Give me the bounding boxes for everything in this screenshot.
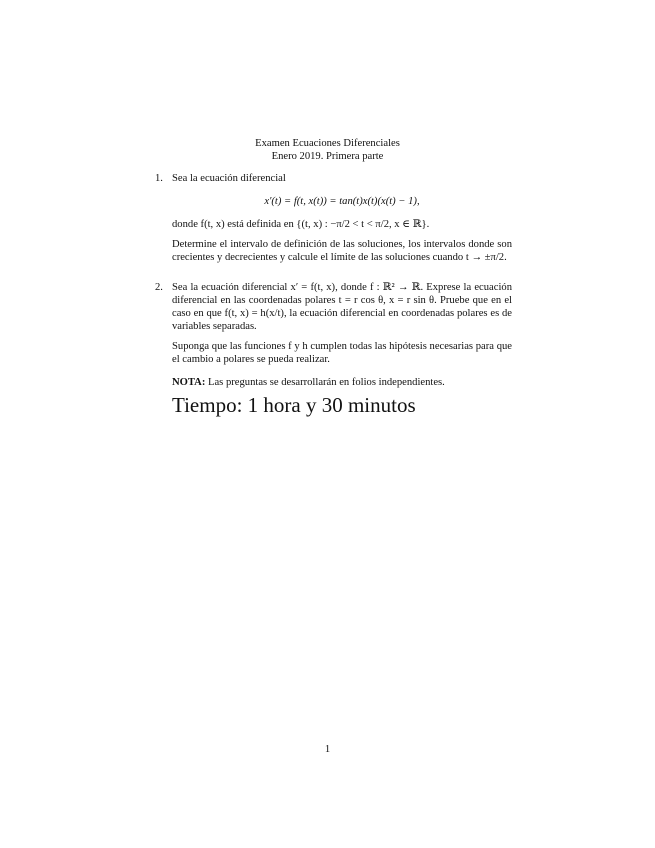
problem-task: Determine el intervalo de definición de las soluciones, los intervalos donde son crecientes y decrecientes y calcule el límite de las soluciones cuando t → ±π/2. [172,239,512,263]
problem-number: 2. [155,282,163,293]
exam-duration: Tiempo: 1 hora y 30 minutos [172,393,416,417]
note [172,376,512,389]
problem-text: Sea la ecuación diferencial x′ = f(t, x), donde f : ℝ² → ℝ. Exprese la ecuación diferencial en las coordenadas polares t = r cos θ, x = r sin θ. Pruebe que en el caso en que f(t, x) = h(x/t), la ecuación diferencial en coordenadas polares es de variables separadas. [172,282,512,332]
problem-2 [155,281,512,396]
problem-domain: donde f(t, x) está definida en {(t, x) : −π/2 < t < π/2, x ∈ ℝ}. [172,219,430,230]
problem-intro: Sea la ecuación diferencial [172,173,286,184]
problem-number: 1. [155,173,163,184]
note-label: NOTA: [172,377,206,388]
note-text: Las preguntas se desarrollarán en folios independientes. [205,377,445,388]
problem-1 [155,172,512,271]
equation: x′(t) = f(t, x(t)) = tan(t)x(t)(x(t) − 1), [264,196,420,207]
exam-title-line-1: Examen Ecuaciones Diferenciales [255,138,400,149]
page-number: 1 [324,744,331,755]
exam-title [0,137,655,162]
exam-title-line-2: Enero 2019. Primera parte [271,150,384,162]
problem-assumption: Suponga que las funciones f y h cumplen todas las hipótesis necesarias para que el cambio a polares se pueda realizar. [172,341,512,365]
